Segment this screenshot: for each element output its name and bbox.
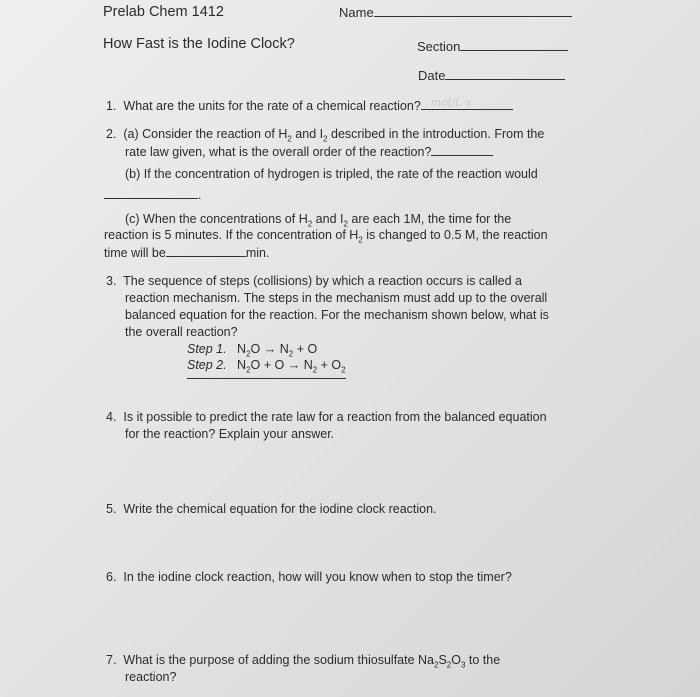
q6-text: In the iodine clock reaction, how will you know when to stop the timer? xyxy=(123,570,512,584)
worksheet-title: How Fast is the Iodine Clock? xyxy=(103,36,295,52)
q1-blank xyxy=(421,97,513,110)
step2-product: N xyxy=(303,358,313,372)
q2a-blank xyxy=(431,143,493,156)
step2-reactant: N xyxy=(237,358,247,372)
question-6 xyxy=(106,570,512,585)
question-5 xyxy=(106,502,437,517)
question-3-line1 xyxy=(106,274,522,289)
subscript: 2 xyxy=(341,365,346,375)
reaction-arrow-icon: → xyxy=(287,358,301,372)
q7-text-1: What is the purpose of adding the sodium thiosulfate Na xyxy=(123,653,434,667)
name-field xyxy=(339,4,572,20)
q2b-blank xyxy=(104,186,198,199)
question-2b: (b) If the concentration of hydrogen is tripled, the rate of the reaction would xyxy=(125,167,538,181)
q3-text-1: The sequence of steps (collisions) by which a reaction occurs is called a xyxy=(123,274,522,288)
q1-text: What are the units for the rate of a chemical reaction? xyxy=(123,99,421,113)
question-1 xyxy=(106,97,513,114)
q7-text-4: to the xyxy=(465,653,501,667)
subscript: 2 xyxy=(307,219,313,229)
step2-label: Step 2. xyxy=(187,358,227,372)
subscript: 3 xyxy=(460,660,466,670)
question-3-line3: balanced equation for the reaction. For the mechanism shown below, what is xyxy=(125,308,549,322)
subscript: 2 xyxy=(312,365,318,375)
step2-reactant-2: O + O xyxy=(250,358,285,372)
step2-product-2: + O xyxy=(317,358,342,372)
course-title: Prelab Chem 1412 xyxy=(103,4,224,20)
question-2c-line3 xyxy=(104,244,269,261)
date-blank xyxy=(445,67,565,80)
q2c-blank xyxy=(166,244,246,257)
q7-number: 7. xyxy=(106,653,117,667)
q1-handwritten-answer: mol/L·s xyxy=(430,96,472,109)
subscript: 2 xyxy=(287,134,292,144)
q2a-text-3: described in the introduction. From the xyxy=(327,127,545,141)
q2c-text-5: is changed to 0.5 M, the reaction xyxy=(362,228,548,242)
q4-number: 4. xyxy=(106,410,117,424)
subscript: 2 xyxy=(434,660,439,670)
step1-label: Step 1. xyxy=(187,342,227,356)
subscript: 2 xyxy=(446,660,452,670)
question-2a-line2 xyxy=(125,143,493,160)
q5-text: Write the chemical equation for the iodine clock reaction. xyxy=(123,502,437,516)
subscript: 2 xyxy=(358,235,363,245)
subscript: 2 xyxy=(288,349,294,359)
q2c-text-2: and I xyxy=(312,212,344,226)
q7-text-3: O xyxy=(451,653,461,667)
name-label: Name xyxy=(339,5,374,20)
step1-reactant: N xyxy=(237,342,247,356)
name-blank xyxy=(374,4,572,17)
q2a-text-1: (a) Consider the reaction of H xyxy=(123,127,288,141)
mechanism-step-2 xyxy=(187,358,346,379)
q2c-text-1: (c) When the concentrations of H xyxy=(125,212,308,226)
section-blank xyxy=(460,38,568,51)
question-3-line2: reaction mechanism. The steps in the mechanism must add up to the overall xyxy=(125,291,548,305)
reaction-arrow-icon: → xyxy=(263,342,277,356)
q2-number: 2. xyxy=(106,127,117,141)
q2b-blank-row: . xyxy=(104,186,201,203)
q3-number: 3. xyxy=(106,274,117,288)
date-field xyxy=(418,67,565,83)
q2a-text-2: and I xyxy=(291,127,324,141)
subscript: 2 xyxy=(343,219,348,229)
q2c-unit: min. xyxy=(245,246,270,260)
question-7-line2: reaction? xyxy=(125,670,177,684)
q2c-text-6: time will be xyxy=(104,246,166,260)
subscript: 2 xyxy=(323,134,328,144)
step1-product-2: + O xyxy=(293,342,318,356)
question-4-line1 xyxy=(106,410,547,425)
subscript: 2 xyxy=(246,365,251,375)
section-field xyxy=(417,38,568,54)
q2c-text-4: reaction is 5 minutes. If the concentration of H xyxy=(104,228,359,242)
step1-product: N xyxy=(279,342,289,356)
q2c-text-3: are each 1M, the time for the xyxy=(347,212,512,226)
section-label: Section xyxy=(417,39,461,54)
date-label: Date xyxy=(418,68,446,83)
q1-number: 1. xyxy=(106,99,117,113)
subscript: 2 xyxy=(246,349,251,359)
q6-number: 6. xyxy=(106,570,117,584)
question-4-line2: for the reaction? Explain your answer. xyxy=(125,427,335,441)
q5-number: 5. xyxy=(106,502,117,516)
step1-reactant-2: O xyxy=(250,342,261,356)
q4-text-1: Is it possible to predict the rate law for a reaction from the balanced equation xyxy=(123,410,547,424)
question-3-line4: the overall reaction? xyxy=(125,325,238,339)
q2a-text-4: rate law given, what is the overall order of the reaction? xyxy=(125,145,432,159)
q7-text-2: S xyxy=(438,653,447,667)
